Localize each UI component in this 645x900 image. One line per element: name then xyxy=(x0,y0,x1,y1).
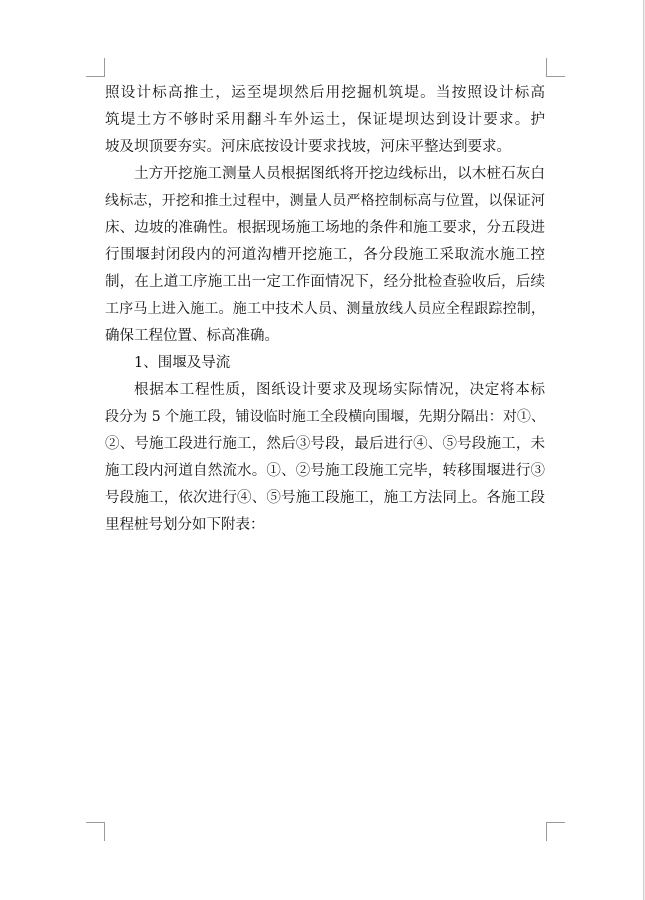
text-line: 线标志，开挖和推土过程中，测量人员严格控制标高与位置，以保证河 xyxy=(105,193,545,209)
text-line: 土方开挖施工测量人员根据图纸将开挖边线标出，以木桩石灰白 xyxy=(134,166,545,182)
text-line: 筑堤土方不够时采用翻斗车外运土，保证堤坝达到设计要求。护 xyxy=(105,112,545,128)
text-line: 制，在上道工序施工出一定工作面情况下，经分批检查验收后，后续 xyxy=(105,274,545,290)
text-line: 号段施工，依次进行④、⑤号施工段施工，施工方法同上。各施工段 xyxy=(105,490,545,506)
margin-mark-top-left xyxy=(86,58,105,77)
text-line: 施工段内河道自然流水。①、②号施工段施工完毕，转移围堰进行③ xyxy=(105,463,545,479)
margin-mark-top-right xyxy=(546,58,565,77)
text-line: 根据本工程性质，图纸设计要求及现场实际情况，决定将本标 xyxy=(134,382,545,398)
text-line: 确保工程位置、标高准确。 xyxy=(105,328,279,344)
text-line: 坡及坝顶要夯实。河床底按设计要求找坡，河床平整达到要求。 xyxy=(105,139,511,155)
text-line: 工序马上进入施工。施工中技术人员、测量放线人员应全程跟踪控制， xyxy=(105,301,545,317)
text-line: 里程桩号划分如下附表： xyxy=(105,517,265,533)
text-line: 床、边坡的准确性。根据现场施工场地的条件和施工要求，分五段进 xyxy=(105,220,545,236)
text-line: 行围堰封闭段内的河道沟槽开挖施工，各分段施工采取流水施工控 xyxy=(105,247,545,263)
document-body xyxy=(105,80,545,539)
text-line: 段分为 5 个施工段，铺设临时施工全段横向围堰，先期分隔出：对①、 xyxy=(105,409,545,425)
margin-mark-bottom-left xyxy=(86,822,105,841)
margin-mark-bottom-right xyxy=(546,822,565,841)
text-line: ②、号施工段进行施工，然后③号段，最后进行④、⑤号段施工，未 xyxy=(105,436,545,452)
section-heading: 1、围堰及导流 xyxy=(134,355,231,371)
text-line: 照设计标高推土，运至堤坝然后用挖掘机筑堤。当按照设计标高 xyxy=(105,85,545,101)
